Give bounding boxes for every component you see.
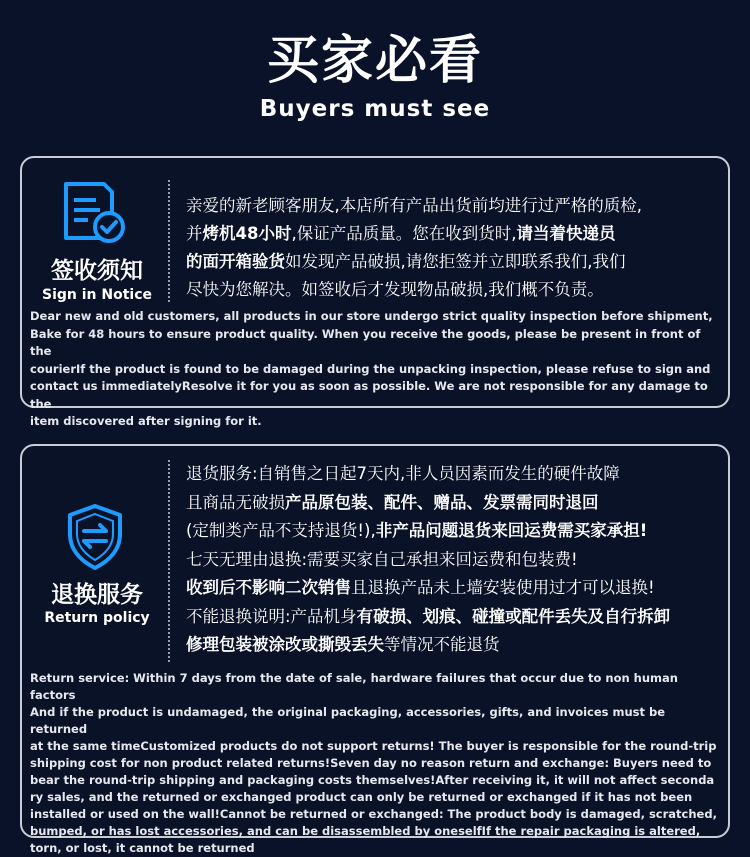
en-text-line: bear the round-trip shipping and packaging costs themselves!After receiving it, it will not affect seconda: [30, 773, 715, 787]
cn-text-line: [186, 603, 726, 632]
text-segment: 尽快为您解决。如签收后才发现物品破损,我们概不负责。: [186, 280, 604, 299]
text-segment: 七天无理由退换:需要买家自己承担来回运费和包装费!: [186, 549, 578, 569]
dotted-divider: [168, 460, 170, 662]
en-text-line: Dear new and old customers, all products in our store undergo strict quality inspection before shipment,: [30, 309, 713, 323]
emphasized-text: 有破损、划痕、碰撞或配件丢失及自行拆卸: [356, 606, 671, 626]
emphasized-text: 收到后不影响二次销售: [186, 578, 351, 597]
document-check-icon: [60, 180, 130, 250]
text-segment: (定制类产品不支持退货!),: [186, 521, 376, 540]
text-segment: ,保证产品质量。您在收到货时,: [291, 224, 517, 243]
cn-text-line: [186, 574, 726, 603]
sign-notice-cn-text: [186, 192, 726, 304]
en-text-line: Bake for 48 hours to ensure product quality. When you receive the goods, please be present in front of the: [30, 326, 701, 358]
return-policy-cn-text: [186, 460, 726, 660]
text-segment: 如发现产品破损,请您拒签并立即联系我们,我们: [285, 252, 626, 271]
cn-text-line: [186, 631, 726, 660]
return-policy-card: [20, 444, 730, 855]
en-text-line: at the same timeCustomized products do not support returns! The buyer is responsible for the round-trip: [30, 739, 717, 753]
emphasized-text: 非产品问题退货来回运费需买家承担!: [375, 521, 648, 540]
return-policy-en-text: [30, 670, 724, 857]
en-text-line: And if the product is undamaged, the original packaging, accessories, gifts, and invoices must be returned: [30, 705, 666, 736]
en-text-line: contact us immediatelyResolve it for you as soon as possible. We are not responsible for any damage to the: [30, 379, 708, 411]
shield-exchange-icon: [60, 502, 130, 572]
en-text-line: item discovered after signing for it.: [30, 414, 262, 428]
cn-text-line: [186, 517, 726, 546]
emphasized-text: 修理包装被涂改或撕毁丢失: [186, 635, 384, 654]
sign-notice-title-en: Sign in Notice: [41, 287, 152, 303]
cn-text-line: [186, 220, 726, 248]
en-text-line: courierIf the product is found to be damaged during the unpacking inspection, please refuse to sign and: [30, 361, 711, 376]
text-segment: 不能退换说明:产品机身: [186, 606, 357, 626]
page-title: 买家必看: [266, 31, 483, 91]
emphasized-text: 的面开箱验货: [186, 252, 285, 271]
text-segment: 且商品无破损: [186, 492, 285, 512]
emphasized-text: 请当着快递员: [516, 224, 616, 243]
text-segment: 并: [186, 224, 203, 243]
cn-text-line: [186, 248, 726, 276]
dotted-divider: [168, 180, 170, 302]
text-segment: 等情况不能退货: [384, 635, 500, 654]
en-text-line: bumped, or has lost accessories, and can be disassembled by oneselfIf the repair packaging is altered,: [30, 824, 701, 838]
sign-in-notice-card: [20, 156, 730, 428]
text-segment: 退货服务:自销售之日起7天内,非人员因素而发生的硬件故障: [186, 464, 620, 483]
en-text-line: ry sales, and the returned or exchanged product can only be returned or exchanged if it has not been: [30, 790, 693, 804]
en-text-line: torn, or lost, it cannot be returned: [30, 841, 255, 855]
emphasized-text: 烤机48小时: [202, 224, 292, 243]
sign-notice-en-text: [30, 308, 724, 431]
en-text-line: Return service: Within 7 days from the date of sale, hardware failures that occur due to non human factors: [30, 671, 678, 702]
text-segment: 且退换产品未上墙安装使用过才可以退换!: [351, 578, 655, 597]
cn-text-line: [186, 276, 726, 304]
en-text-line: shipping cost for non product related returns!Seven day no reason return and exchange: Buyers need to: [30, 756, 712, 770]
return-policy-title-en: Return policy: [44, 610, 150, 626]
cn-text-line: [186, 546, 726, 575]
emphasized-text: 产品原包装、配件、赠品、发票需同时退回: [285, 492, 599, 512]
page-subtitle: Buyers must see: [259, 96, 491, 122]
cn-text-line: [186, 192, 726, 220]
en-text-line: installed or used on the wall!Cannot be returned or exchanged: The product body is damaged, scratched,: [30, 807, 717, 821]
cn-text-line: [186, 460, 726, 489]
return-policy-title-cn: 退换服务: [51, 582, 143, 608]
sign-notice-title-cn: 签收须知: [51, 258, 143, 284]
cn-text-line: [186, 489, 726, 518]
text-segment: 亲爱的新老顾客朋友,本店所有产品出货前均进行过严格的质检,: [186, 196, 642, 215]
